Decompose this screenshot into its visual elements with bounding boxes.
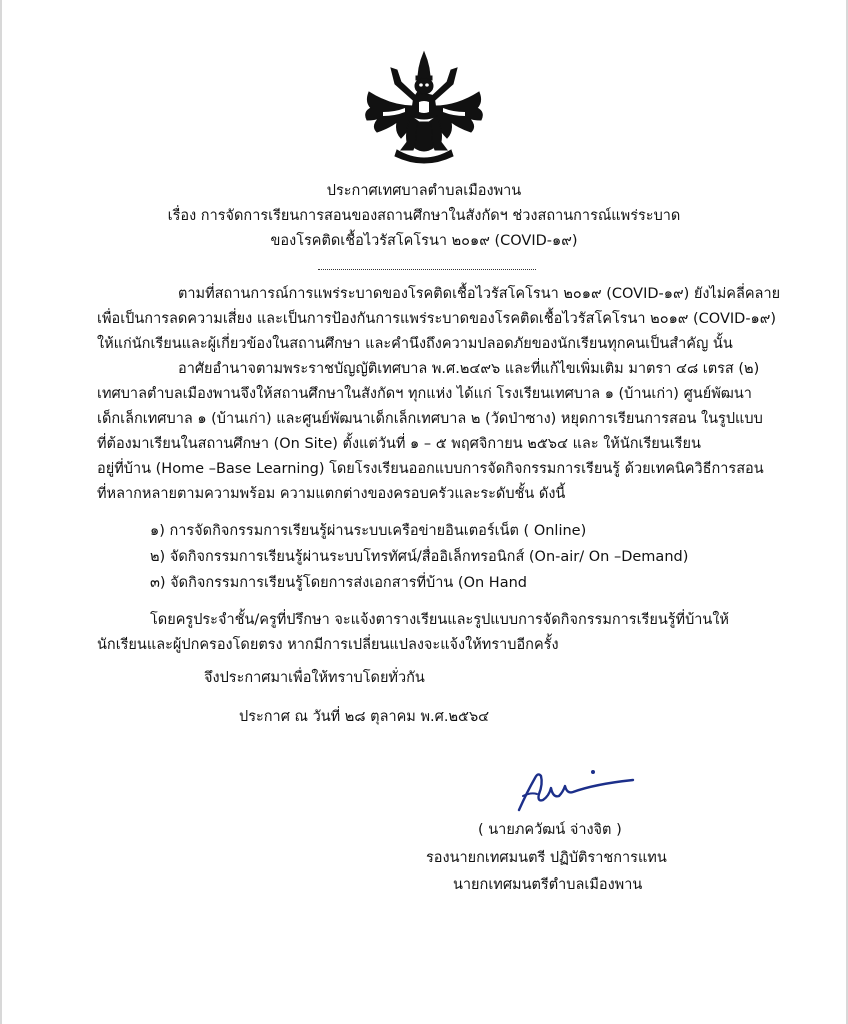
signatory-position: รองนายกเทศมนตรี ปฏิบัติราชการแทน bbox=[426, 850, 667, 866]
paragraph-2-line-1: อาศัยอำนาจตามพระราชบัญญัติเทศบาล พ.ศ.๒๔๙๖ และที่แก้ไขเพิ่มเติม มาตรา ๔๘ เตรส (๒) bbox=[178, 361, 760, 377]
signatory-name: ( นายภควัฒน์ จ่างจิต ) bbox=[478, 822, 622, 838]
announcement-issuer: ประกาศเทศบาลตำบลเมืองพาน bbox=[326, 183, 522, 199]
paragraph-2-line-3: เด็กเล็กเทศบาล ๑ (บ้านเก่า) และศูนย์พัฒนาเด็กเล็กเทศบาล ๒ (วัดป่าซาง) หยุดการเรียนการสอน ในรูปแบบ bbox=[97, 411, 763, 427]
paragraph-1-line-3: ให้แก่นักเรียนและผู้เกี่ยวข้องในสถานศึกษา และคำนึงถึงความปลอดภัยของนักเรียนทุกคนเป็นสำคัญ นั้น bbox=[97, 336, 733, 352]
paragraph-1-line-2: เพื่อเป็นการลดความเสี่ยง และเป็นการป้องกันการแพร่ระบาดของโรคติดเชื้อไวรัสโคโรนา ๒๐๑๙ (COVID-๑๙) bbox=[97, 311, 777, 327]
announcement-subject-cont: ของโรคติดเชื้อไวรัสโคโรนา ๒๐๑๙ (COVID-๑๙) bbox=[270, 233, 578, 249]
paragraph-2-line-2: เทศบาลตำบลเมืองพานจึงให้สถานศึกษาในสังกัดฯ ทุกแห่ง ได้แก่ โรงเรียนเทศบาล ๑ (บ้านเก่า) ศูนย์พัฒนา bbox=[97, 386, 752, 402]
paragraph-2-line-6: ที่หลากหลายตามความพร้อม ความแตกต่างของครอบครัวและระดับชั้น ดังนี้ bbox=[97, 486, 566, 502]
announcement-date: ประกาศ ณ วันที่ ๒๘ ตุลาคม พ.ศ.๒๕๖๔ bbox=[239, 709, 490, 725]
separator-line bbox=[318, 269, 536, 270]
signatory-title: นายกเทศมนตรีตำบลเมืองพาน bbox=[453, 877, 643, 893]
list-item: ๑) การจัดกิจกรรมการเรียนรู้ผ่านระบบเครือข่ายอินเตอร์เน็ต ( Online) bbox=[150, 523, 587, 539]
paragraph-3-line-2: นักเรียนและผู้ปกครองโดยตรง หากมีการเปลี่ยนแปลงจะแจ้งให้ทราบอีกครั้ง bbox=[97, 637, 559, 653]
paragraph-2-line-4: ที่ต้องมาเรียนในสถานศึกษา (On Site) ตั้งแต่วันที่ ๑ – ๕ พฤศจิกายน ๒๕๖๔ และ ให้นักเรียนเรียน bbox=[97, 436, 701, 452]
list-item: ๓) จัดกิจกรรมการเรียนรู้โดยการส่งเอกสารที่บ้าน (On Hand bbox=[150, 575, 527, 591]
paragraph-3-line-1: โดยครูประจำชั้น/ครูที่ปรึกษา จะแจ้งตารางเรียนและรูปแบบการจัดกิจกรรมการเรียนรู้ที่บ้านให้ bbox=[150, 612, 729, 628]
garuda-emblem-icon bbox=[361, 50, 487, 168]
handwritten-signature bbox=[505, 762, 641, 814]
paragraph-1-line-1: ตามที่สถานการณ์การแพร่ระบาดของโรคติดเชื้อไวรัสโคโรนา ๒๐๑๙ (COVID-๑๙) ยังไม่คลี่คลาย bbox=[178, 286, 781, 302]
list-item: ๒) จัดกิจกรรมการเรียนรู้ผ่านระบบโทรทัศน์/สื่ออิเล็กทรอนิกส์ (On-air/ On –Demand) bbox=[150, 549, 689, 565]
paragraph-2-line-5: อยู่ที่บ้าน (Home –Base Learning) โดยโรงเรียนออกแบบการจัดกิจกรรมการเรียนรู้ ด้วยเทคนิควิธีการสอน bbox=[97, 461, 764, 477]
closing-statement: จึงประกาศมาเพื่อให้ทราบโดยทั่วกัน bbox=[204, 670, 425, 686]
announcement-subject: เรื่อง การจัดการเรียนการสอนของสถานศึกษาในสังกัดฯ ช่วงสถานการณ์แพร่ระบาด bbox=[167, 208, 681, 224]
